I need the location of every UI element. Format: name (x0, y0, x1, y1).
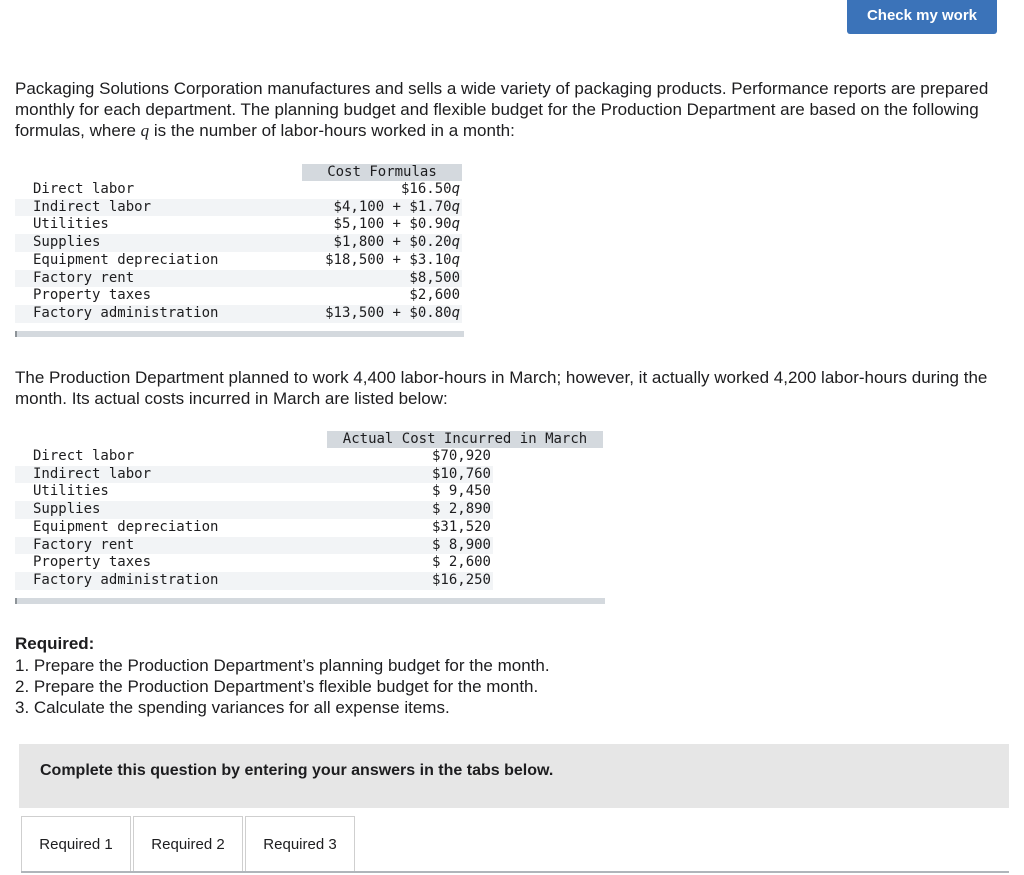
table-row (15, 554, 493, 572)
table-bottom-rule (15, 331, 464, 337)
table-row (15, 270, 462, 288)
tab-required-2[interactable]: Required 2 (133, 816, 243, 872)
table-row (15, 466, 493, 484)
row-value: $16,250 (431, 571, 491, 588)
row-value: $10,760 (431, 465, 491, 482)
required-item-1: 1. Prepare the Production Department’s planning budget for the month. (15, 656, 550, 675)
table-row (15, 519, 493, 537)
middle-paragraph: The Production Department planned to work 4,400 labor-hours in March; however, it actually worked 4,200 labor-hours during the month. Its actual costs incurred in March are listed below: (15, 368, 988, 408)
instruction-banner: Complete this question by entering your answers in the tabs below. (19, 744, 1009, 808)
table-row (15, 181, 462, 199)
table-row (15, 501, 493, 519)
check-my-work-button[interactable]: Check my work (847, 0, 997, 34)
row-label: Equipment depreciation (33, 518, 219, 535)
cost-formulas-header: Cost Formulas (302, 164, 462, 181)
row-value: $ 9,450 (431, 483, 491, 500)
required-item-2: 2. Prepare the Production Department’s flexible budget for the month. (15, 677, 539, 696)
row-value: $1,800 + $0.20q (333, 234, 460, 251)
table-bottom-rule (15, 598, 605, 604)
row-value: $ 2,600 (431, 554, 491, 571)
tab-required-3[interactable]: Required 3 (245, 816, 355, 872)
row-label: Indirect labor (33, 465, 152, 482)
row-value: $4,100 + $1.70q (333, 198, 460, 215)
row-label: Property taxes (33, 287, 152, 304)
row-value: $ 8,900 (431, 536, 491, 553)
table-row (15, 199, 462, 217)
row-value: $2,600 (409, 287, 460, 304)
row-label: Factory administration (33, 304, 219, 321)
intro-text-before: Packaging Solutions Corporation manufactures and sells a wide variety of packaging products. Performance reports are prepared monthly for each department. The planning budget and flexible budget for the Production Department are based on the following formulas, where (15, 79, 989, 140)
table-row (15, 216, 462, 234)
row-value: $18,500 + $3.10q (325, 251, 460, 268)
row-value: $16.50q (400, 181, 460, 197)
table-row (15, 537, 493, 555)
table-row (15, 305, 462, 323)
row-label: Utilities (33, 216, 109, 233)
table-row (15, 572, 493, 590)
row-label: Factory rent (33, 269, 135, 286)
required-item-3: 3. Calculate the spending variances for all expense items. (15, 698, 450, 717)
table-row (15, 448, 493, 466)
table-row (15, 287, 462, 305)
table-row (15, 234, 462, 252)
tab-required-1[interactable]: Required 1 (21, 816, 131, 872)
table-row (15, 252, 462, 270)
row-label: Direct labor (33, 448, 135, 464)
row-label: Factory rent (33, 536, 135, 553)
required-heading: Required: (15, 634, 95, 653)
row-value: $ 2,890 (431, 501, 491, 518)
row-label: Property taxes (33, 554, 152, 571)
row-label: Supplies (33, 501, 101, 518)
row-value: $70,920 (431, 448, 491, 464)
row-label: Supplies (33, 234, 101, 251)
intro-variable: q (140, 121, 150, 140)
row-label: Equipment depreciation (33, 251, 219, 268)
actual-cost-header: Actual Cost Incurred in March (327, 431, 603, 448)
row-label: Indirect labor (33, 198, 152, 215)
intro-paragraph (15, 78, 1005, 141)
row-value: $8,500 (409, 269, 460, 286)
required-list (15, 655, 550, 718)
row-label: Utilities (33, 483, 109, 500)
intro-text-after: is the number of labor-hours worked in a month: (149, 121, 515, 140)
row-value: $5,100 + $0.90q (333, 216, 460, 233)
row-value: $31,520 (431, 518, 491, 535)
row-label: Factory administration (33, 571, 219, 588)
row-label: Direct labor (33, 181, 135, 197)
table-row (15, 483, 493, 501)
tab-underline (21, 871, 1009, 873)
row-value: $13,500 + $0.80q (325, 304, 460, 321)
